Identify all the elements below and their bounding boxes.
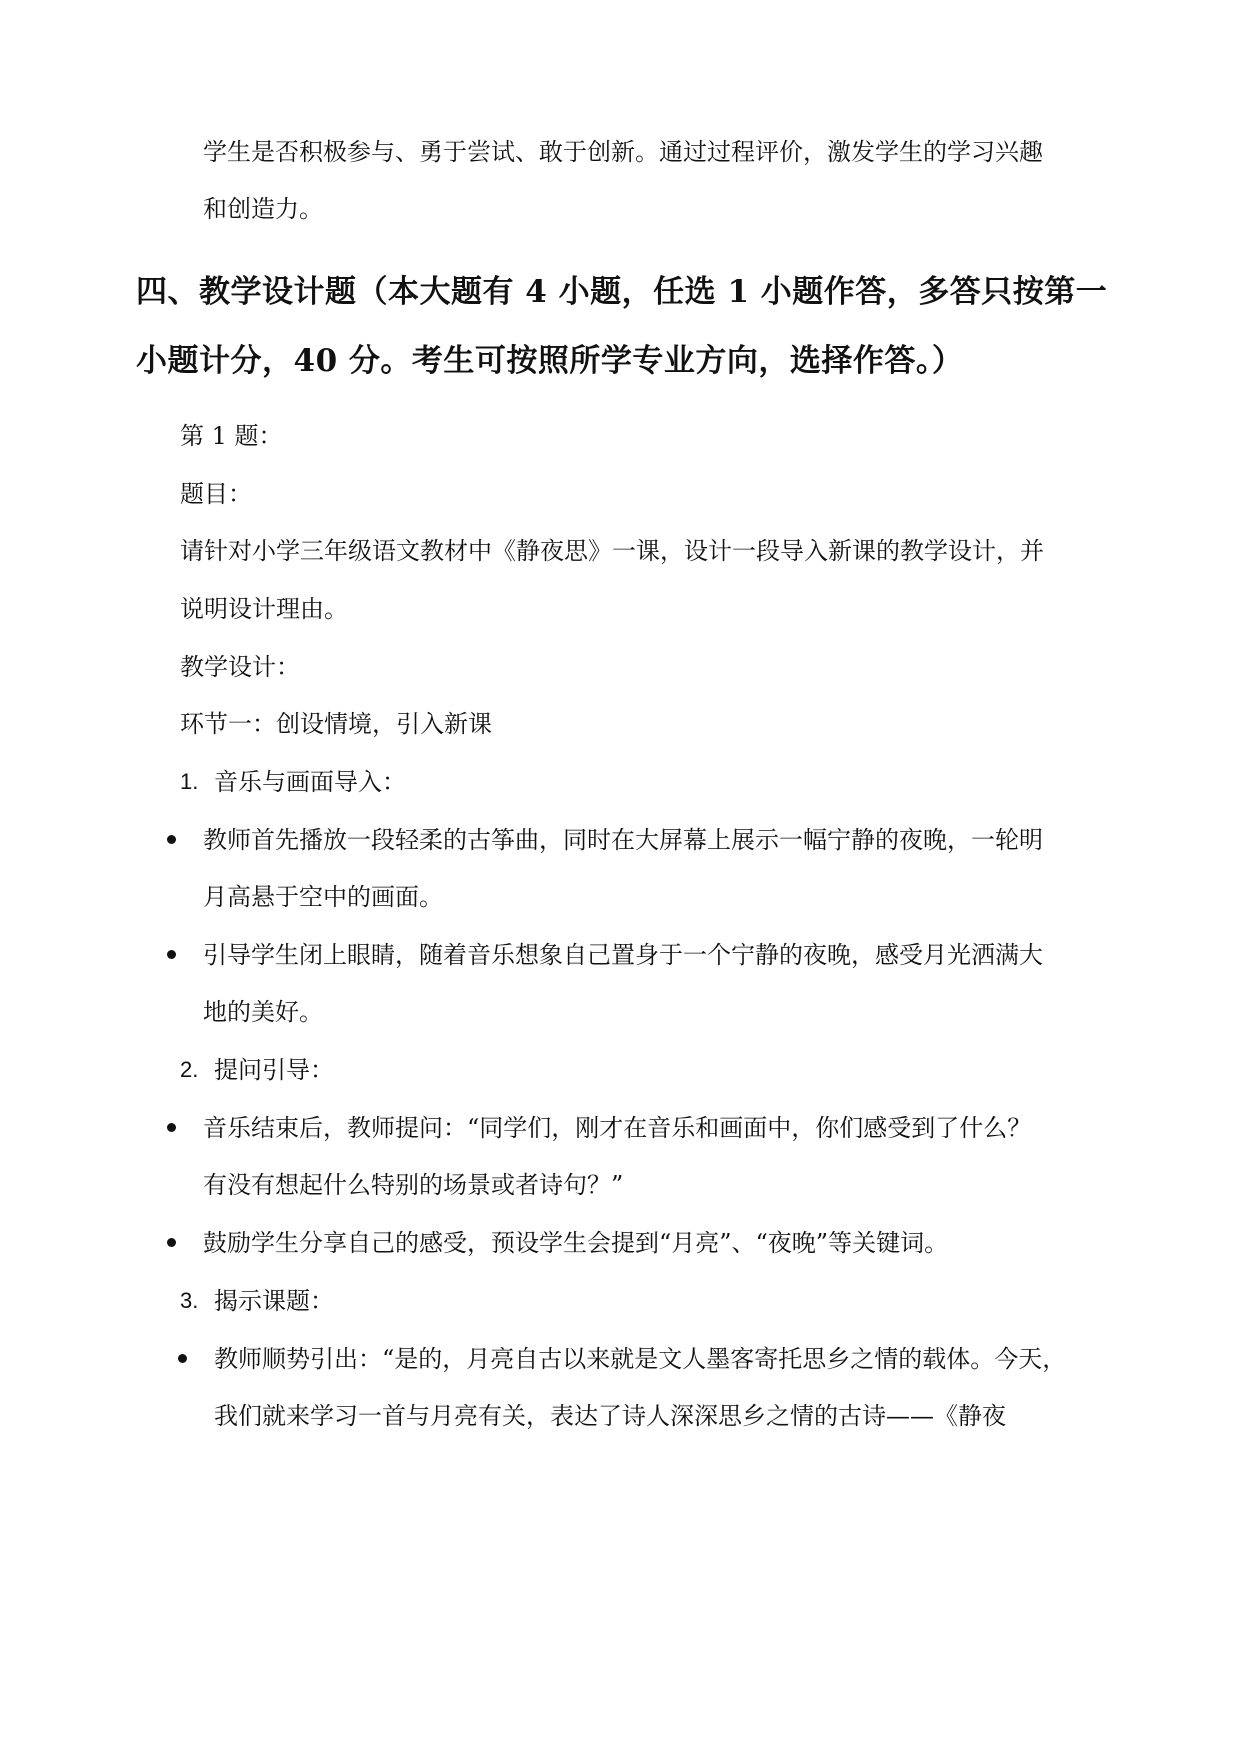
bullet-text-line-1: 引导学生闭上眼睛，随着音乐想象自己置身于一个宁静的夜晚，感受月光洒满大 <box>203 941 1043 969</box>
step-number: 2. <box>180 1057 199 1082</box>
bullet-text-line-1: 音乐结束后，教师提问：“同学们，刚才在音乐和画面中，你们感受到了什么？ <box>203 1114 1032 1142</box>
bullet-text-line-1: 鼓励学生分享自己的感受，预设学生会提到“月亮”、“夜晚”等关键词。 <box>203 1229 949 1257</box>
question-number: 第 1 题： <box>180 422 283 450</box>
bullet-text-line-1: 教师首先播放一段轻柔的古筝曲，同时在大屏幕上展示一幅宁静的夜晚，一轮明 <box>203 826 1043 854</box>
question-title-label: 题目： <box>180 480 252 508</box>
intro-paragraph-line-2: 和创造力。 <box>203 195 323 223</box>
teaching-design-label: 教学设计： <box>180 653 300 681</box>
bullet-dot <box>167 835 176 844</box>
section-heading-line-1: 四、教学设计题（本大题有 4 小题，任选 1 小题作答，多答只按第一 <box>136 274 1108 310</box>
bullet-dot <box>167 1123 176 1132</box>
bullet-text-line-2: 我们就来学习一首与月亮有关，表达了诗人深深思乡之情的古诗——《静夜 <box>214 1402 1006 1430</box>
step-number: 1. <box>180 769 199 794</box>
question-prompt-line-2: 说明设计理由。 <box>180 595 348 623</box>
step-number: 3. <box>180 1288 199 1313</box>
step-label: 音乐与画面导入： <box>214 768 406 796</box>
bullet-text-line-2: 月高悬于空中的画面。 <box>203 883 443 911</box>
step-label: 揭示课题： <box>214 1287 334 1315</box>
intro-paragraph-line-1: 学生是否积极参与、勇于尝试、敢于创新。通过过程评价，激发学生的学习兴趣 <box>203 138 1043 166</box>
bullet-dot <box>167 950 176 959</box>
bullet-text-line-1: 教师顺势引出：“是的，月亮自古以来就是文人墨客寄托思乡之情的载体。今天， <box>214 1345 1067 1373</box>
bullet-text-line-2: 有没有想起什么特别的场景或者诗句？” <box>203 1171 624 1199</box>
section-heading-line-2: 小题计分，40 分。考生可按照所学专业方向，选择作答。） <box>136 343 964 379</box>
stage-one-heading: 环节一：创设情境，引入新课 <box>180 710 492 738</box>
step-label: 提问引导： <box>214 1056 334 1084</box>
bullet-dot <box>178 1354 187 1363</box>
question-prompt-line-1: 请针对小学三年级语文教材中《静夜思》一课，设计一段导入新课的教学设计，并 <box>180 537 1044 565</box>
bullet-dot <box>167 1238 176 1247</box>
bullet-text-line-2: 地的美好。 <box>203 998 323 1026</box>
